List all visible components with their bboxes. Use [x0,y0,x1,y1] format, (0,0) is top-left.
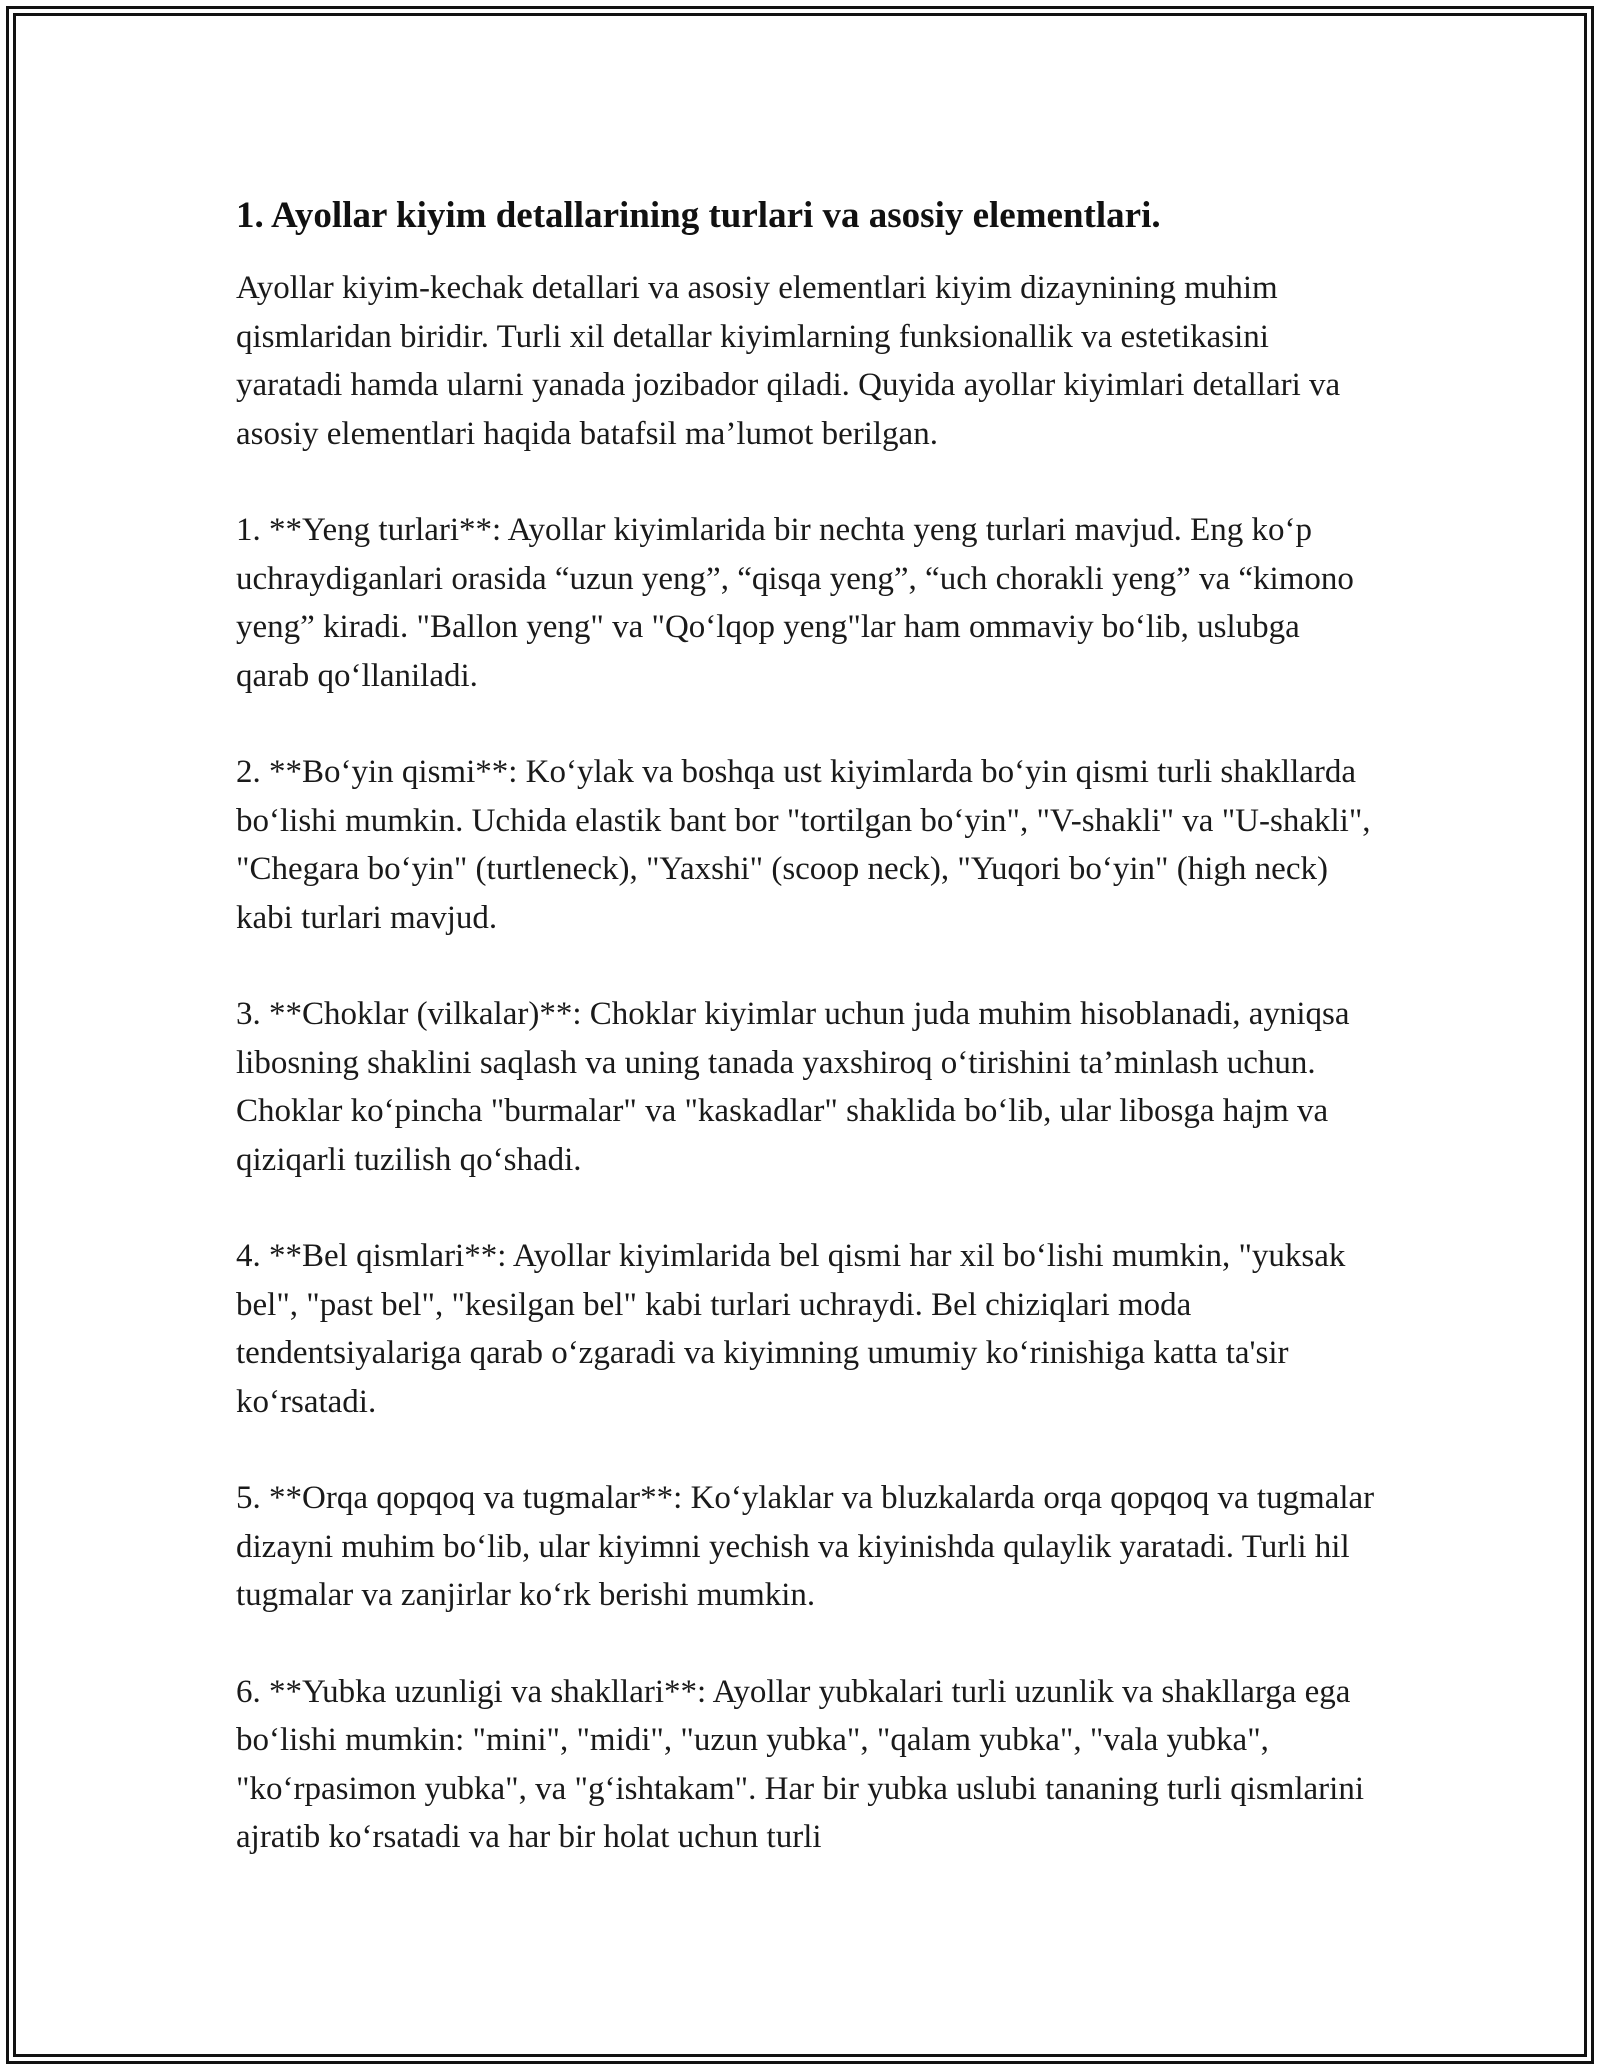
document-page [236,190,1376,1910]
paragraph-skirt-length: 6. **Yubka uzunligi va shakllari**: Ayollar yubkalari turli uzunlik va shakllarga ega bo‘lishi mumkin: "mini", "midi", "uzun yubka", "qalam yubka", "vala yubka", "ko‘rpasimon yubka", va "g‘ishtakam". Har bir yubka uslubi tananing turli qismlarini ajratib ko‘rsatadi va har bir holat uchun turli [236,1673,1365,1855]
paragraph-neckline: 2. **Bo‘yin qismi**: Ko‘ylak va boshqa ust kiyimlarda bo‘yin qismi turli shakllarda bo‘lishi mumkin. Uchida elastik bant bor "tortilgan bo‘yin", "V-shakli" va "U-shakli", "Chegara bo‘yin" (turtleneck), "Yaxshi" (scoop neck), "Yuqori bo‘yin" (high neck) kabi turlari mavjud. [236,754,1371,936]
paragraph-sleeve-types: 1. **Yeng turlari**: Ayollar kiyimlarida bir nechta yeng turlari mavjud. Eng ko‘p uchraydiganlari orasida “uzun yeng”, “qisqa yeng”, “uch chorakli yeng” va “kimono yeng” kiradi. "Ballon yeng" va "Qo‘lqop yeng"lar ham ommaviy bo‘lib, uslubga qarab qo‘llaniladi. [236,512,1354,694]
paragraph-waist: 4. **Bel qismlari**: Ayollar kiyimlarida bel qismi har xil bo‘lishi mumkin, "yuksak bel", "past bel", "kesilgan bel" kabi turlari uchraydi. Bel chiziqlari moda tendentsiyalariga qarab o‘zgaradi va kiyimning umumiy ko‘rinishiga katta ta'sir ko‘rsatadi. [236,1238,1346,1420]
intro-paragraph: Ayollar kiyim-kechak detallari va asosiy elementlari kiyim dizaynining muhim qismlaridan biridir. Turli xil detallar kiyimlarning funksionallik va estetikasini yaratadi hamda ularni yanada jozibador qiladi. Quyida ayollar kiyimlari detallari va asosiy elementlari haqida batafsil ma’lumot berilgan. [236,270,1341,452]
section-heading: 1. Ayollar kiyim detallarining turlari va asosiy elementlari. [236,195,1161,236]
paragraph-back-closure: 5. **Orqa qopqoq va tugmalar**: Ko‘ylaklar va bluzkalarda orqa qopqoq va tugmalar dizayni muhim bo‘lib, ular kiyimni yechish va kiyinishda qulaylik yaratadi. Turli hil tugmalar va zanjirlar ko‘rk berishi mumkin. [236,1480,1375,1613]
paragraph-seams: 3. **Choklar (vilkalar)**: Choklar kiyimlar uchun juda muhim hisoblanadi, ayniqsa libosning shaklini saqlash va uning tanada yaxshiroq o‘tirishini ta’minlash uchun. Choklar ko‘pincha "burmalar" va "kaskadlar" shaklida bo‘lib, ular libosga hajm va qiziqarli tuzilish qo‘shadi. [236,996,1350,1178]
